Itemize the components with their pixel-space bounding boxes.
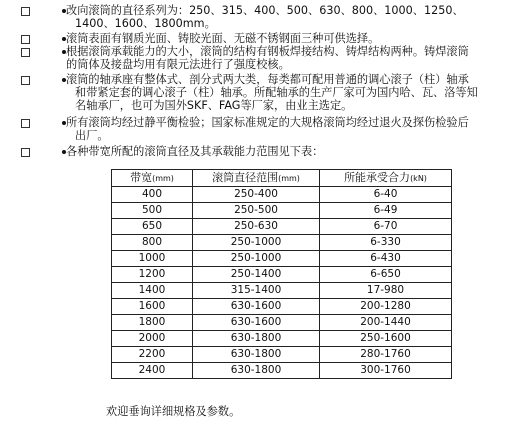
table-cell: 1800 [112, 315, 193, 331]
item-1-line-2: 1400、1600、1800mm。 [75, 17, 216, 30]
table-row [112, 347, 452, 363]
table-cell: 250-400 [193, 187, 320, 203]
table-row [112, 331, 452, 347]
table-row [112, 299, 452, 315]
table-cell: 630-1600 [193, 299, 320, 315]
table-cell: 250-1000 [193, 251, 320, 267]
table-row [112, 187, 452, 203]
table-cell: 250-1400 [193, 267, 320, 283]
specs-table [111, 169, 452, 379]
table-row [112, 283, 452, 299]
table-row [112, 363, 452, 379]
item-5-line-1: 所有滚筒均经过静平衡检验；国家标准规定的大规格滚筒均经过退火及探伤检验后 [66, 116, 469, 129]
checkbox-icon [21, 48, 30, 57]
table-cell: 1600 [112, 299, 193, 315]
table-cell: 630-1600 [193, 315, 320, 331]
checkbox-icon [21, 7, 30, 16]
checkbox-icon [21, 148, 30, 157]
header-load-capacity: 所能承受合力(kN) [320, 170, 452, 187]
header-belt-width: 带宽(mm) [112, 170, 193, 187]
table-cell: 650 [112, 219, 193, 235]
table-cell: 300-1760 [320, 363, 452, 379]
table-cell: 1000 [112, 251, 193, 267]
table-cell: 280-1760 [320, 347, 452, 363]
item-6-line-1: 各种带宽所配的滚筒直径及其承载能力范围见下表： [66, 145, 324, 158]
table-cell: 630-1800 [193, 331, 320, 347]
table-cell: 2200 [112, 347, 193, 363]
table-cell: 630-1800 [193, 347, 320, 363]
table-row [112, 203, 452, 219]
table-row [112, 235, 452, 251]
table-cell: 6-650 [320, 267, 452, 283]
table-row [112, 251, 452, 267]
table-cell: 200-1280 [320, 299, 452, 315]
table-cell: 1400 [112, 283, 193, 299]
item-1-line-1: 改向滚筒的直径系列为：250、315、400、500、630、800、1000、1250、 [66, 4, 464, 17]
table-cell: 6-430 [320, 251, 452, 267]
checkbox-icon [21, 76, 30, 85]
header-pulley-diameter: 滚筒直径范围(mm) [193, 170, 320, 187]
table-cell: 200-1440 [320, 315, 452, 331]
item-3-line-2: 的筒体及接盘均用有限元法进行了强度校核。 [66, 58, 290, 71]
table-row [112, 315, 452, 331]
table-header-row [112, 170, 452, 187]
item-4-line-3: 名轴承厂，也可为国外SKF、FAG等厂家，由业主选定。 [75, 99, 353, 112]
item-3-line-1: 根据滚筒承载能力的大小，滚筒的结构有钢板焊接结构、铸焊结构两种。铸焊滚筒 [66, 45, 469, 58]
table-cell: 500 [112, 203, 193, 219]
table-cell: 6-70 [320, 219, 452, 235]
table-cell: 6-40 [320, 187, 452, 203]
table-cell: 6-330 [320, 235, 452, 251]
item-4-line-1: 滚筒的轴承座有整体式、剖分式两大类，每类都可配用普通的调心滚子（柱）轴承 [66, 73, 469, 86]
table-row [112, 267, 452, 283]
table-cell: 630-1800 [193, 363, 320, 379]
table-row [112, 219, 452, 235]
item-2-line-1: 滚筒表面有钢质光面、铸胶光面、无磁不锈钢面三种可供选择。 [66, 32, 380, 45]
table-cell: 1200 [112, 267, 193, 283]
checkbox-icon [21, 119, 30, 128]
table-cell: 250-630 [193, 219, 320, 235]
item-4-line-2: 和带紧定套的调心滚子（柱）轴承。所配轴承的生产厂家可为国内哈、瓦、洛等知 [75, 86, 478, 99]
footer-note: 欢迎垂询详细规格及参数。 [106, 405, 241, 418]
table-cell: 250-1000 [193, 235, 320, 251]
table-cell: 315-1400 [193, 283, 320, 299]
checkbox-icon [21, 35, 30, 44]
table-cell: 2400 [112, 363, 193, 379]
item-5-line-2: 出厂。 [75, 129, 109, 142]
table-cell: 800 [112, 235, 193, 251]
table-cell: 250-1600 [320, 331, 452, 347]
table-cell: 250-500 [193, 203, 320, 219]
table-cell: 17-980 [320, 283, 452, 299]
table-cell: 6-49 [320, 203, 452, 219]
table-cell: 2000 [112, 331, 193, 347]
table-cell: 400 [112, 187, 193, 203]
